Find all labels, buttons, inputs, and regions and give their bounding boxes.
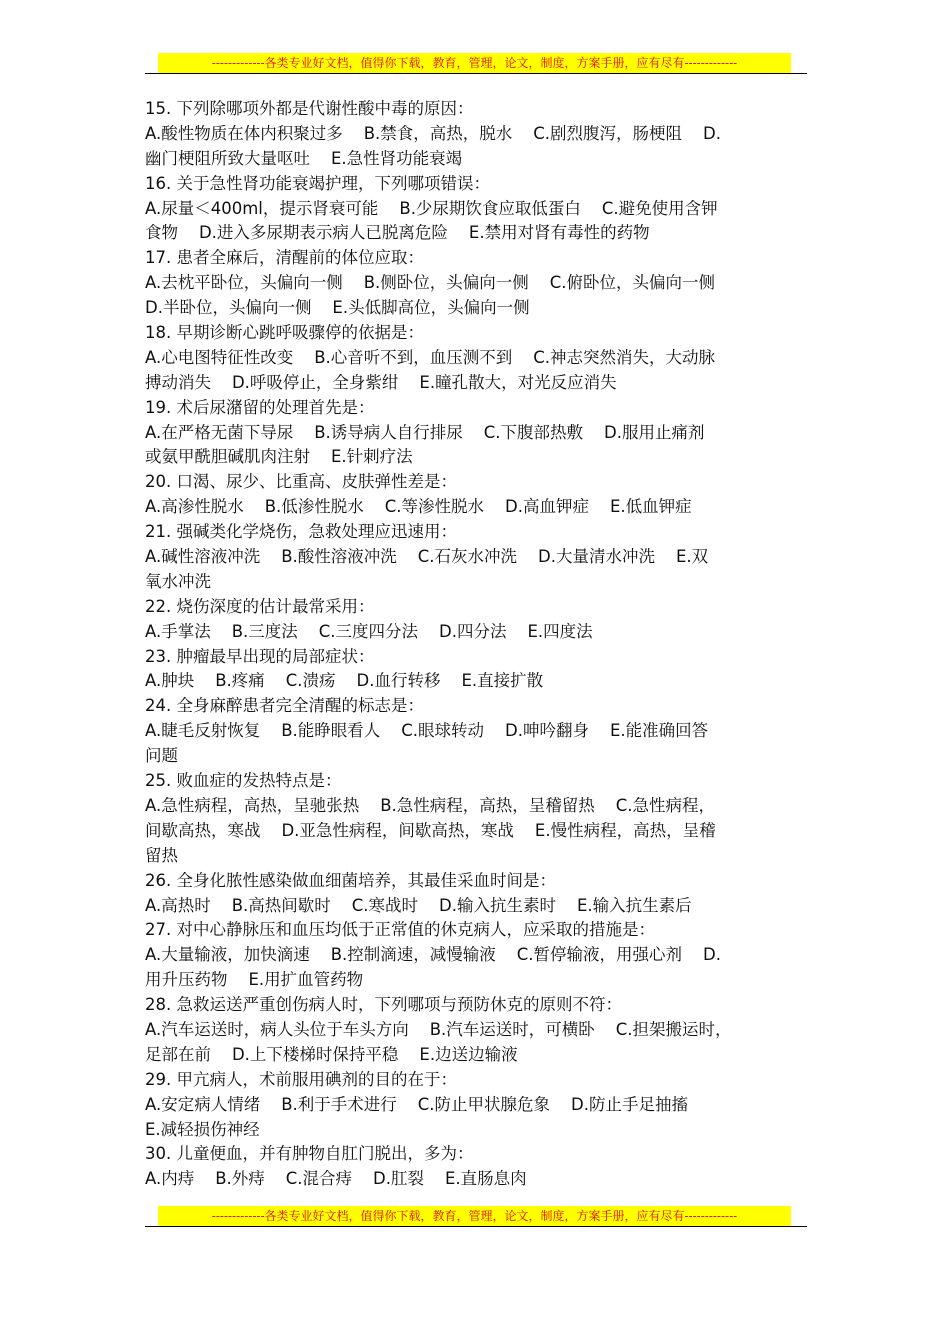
text-line: A.急性病程，高热，呈驰张热 B.急性病程，高热，呈稽留热 C.急性病程，: [145, 795, 716, 815]
text-line: A.在严格无菌下导尿 B.诱导病人自行排尿 C.下腹部热敷 D.服用止痛剂: [145, 422, 705, 442]
text-line: 21. 强碱类化学烧伤，急救处理应迅速用：: [145, 522, 457, 542]
text-line: A.高热时 B.高热间歇时 C.寒战时 D.输入抗生素时 E.输入抗生素后: [145, 895, 692, 915]
text-line: A.心电图特征性改变 B.心音听不到，血压测不到 C.神志突然消失，大动脉: [145, 347, 716, 367]
footer-rule: [145, 1226, 807, 1227]
text-line: A.汽车运送时，病人头位于车头方向 B.汽车运送时，可横卧 C.担架搬运时，: [145, 1019, 732, 1039]
text-line: 间歇高热，寒战 D.亚急性病程，间歇高热，寒战 E.慢性病程，高热，呈稽: [145, 820, 716, 840]
text-line: 25. 败血症的发热特点是：: [145, 771, 342, 791]
text-line: 19. 术后尿潴留的处理首先是：: [145, 397, 375, 417]
text-line: 26. 全身化脓性感染做血细菌培养，其最佳采血时间是：: [145, 870, 556, 890]
text-line: A.大量输液，加快滴速 B.控制滴速，减慢输液 C.暂停输液，用强心剂 D.: [145, 945, 721, 965]
header-rule: [145, 73, 807, 74]
text-line: A.碱性溶液冲洗 B.酸性溶液冲洗 C.石灰水冲洗 D.大量清水冲洗 E.双: [145, 547, 709, 567]
text-line: 20. 口渴、尿少、比重高、皮肤弹性差是：: [145, 472, 457, 492]
text-line: A.安定病人情绪 B.利于手术进行 C.防止甲状腺危象 D.防止手足抽搐: [145, 1094, 688, 1114]
text-line: 23. 肿瘤最早出现的局部症状：: [145, 646, 375, 666]
text-line: 24. 全身麻醉患者完全清醒的标志是：: [145, 696, 424, 716]
text-line: 足部在前 D.上下楼梯时保持平稳 E.边送边输液: [145, 1044, 518, 1064]
text-line: A.酸性物质在体内积聚过多 B.禁食，高热，脱水 C.剧烈腹泻，肠梗阻 D.: [145, 123, 721, 143]
text-line: D.半卧位，头偏向一侧 E.头低脚高位，头偏向一侧: [145, 298, 530, 318]
text-line: 幽门梗阻所致大量呕吐 E.急性肾功能衰竭: [145, 148, 463, 168]
header-banner: -------------各类专业好文档，值得你下载，教育，管理，论文，制度，方案手册，应有尽有-------------: [158, 53, 791, 73]
text-line: 17. 患者全麻后，清醒前的体位应取：: [145, 248, 424, 268]
text-line: A.手掌法 B.三度法 C.三度四分法 D.四分法 E.四度法: [145, 621, 593, 641]
text-line: 29. 甲亢病人，术前服用碘剂的目的在于：: [145, 1069, 457, 1089]
text-line: 留热: [145, 845, 178, 865]
text-line: 氧水冲洗: [145, 571, 211, 591]
text-line: 18. 早期诊断心跳呼吸骤停的依据是：: [145, 323, 424, 343]
text-line: 15. 下列除哪项外都是代谢性酸中毒的原因：: [145, 99, 474, 118]
text-line: A.肿块 B.疼痛 C.溃疡 D.血行转移 E.直接扩散: [145, 671, 544, 691]
text-line: 问题: [145, 746, 178, 766]
text-line: A.高渗性脱水 B.低渗性脱水 C.等渗性脱水 D.高血钾症 E.低血钾症: [145, 497, 692, 517]
text-line: 或氨甲酰胆碱肌肉注射 E.针刺疗法: [145, 447, 413, 467]
text-line: 食物 D.进入多尿期表示病人已脱离危险 E.禁用对肾有毒性的药物: [145, 223, 650, 243]
text-line: 27. 对中心静脉压和血压均低于正常值的休克病人，应采取的措施是：: [145, 920, 655, 940]
text-line: A.内痔 B.外痔 C.混合痔 D.肛裂 E.直肠息肉: [145, 1169, 527, 1189]
text-line: 28. 急救运送严重创伤病人时，下列哪项与预防休克的原则不符：: [145, 995, 622, 1015]
text-line: A.尿量＜400ml，提示肾衰可能 B.少尿期饮食应取低蛋白 C.避免使用含钾: [145, 198, 718, 218]
text-line: 22. 烧伤深度的估计最常采用：: [145, 596, 375, 616]
text-line: 搏动消失 D.呼吸停止，全身紫绀 E.瞳孔散大，对光反应消失: [145, 372, 617, 392]
text-line: E.减轻损伤神经: [145, 1119, 260, 1139]
text-line: A.睫毛反射恢复 B.能睁眼看人 C.眼球转动 D.呻吟翻身 E.能准确回答: [145, 721, 709, 741]
text-line: 30. 儿童便血，并有肿物自肛门脱出，多为：: [145, 1144, 474, 1164]
footer-banner: -------------各类专业好文档，值得你下载，教育，管理，论文，制度，方案手册，应有尽有-------------: [158, 1206, 791, 1226]
text-line: 用升压药物 E.用扩血管药物: [145, 970, 364, 990]
text-line: 16. 关于急性肾功能衰竭护理，下列哪项错误：: [145, 173, 490, 193]
question-list: [145, 97, 809, 1192]
text-line: A.去枕平卧位，头偏向一侧 B.侧卧位，头偏向一侧 C.俯卧位，头偏向一侧: [145, 273, 716, 293]
